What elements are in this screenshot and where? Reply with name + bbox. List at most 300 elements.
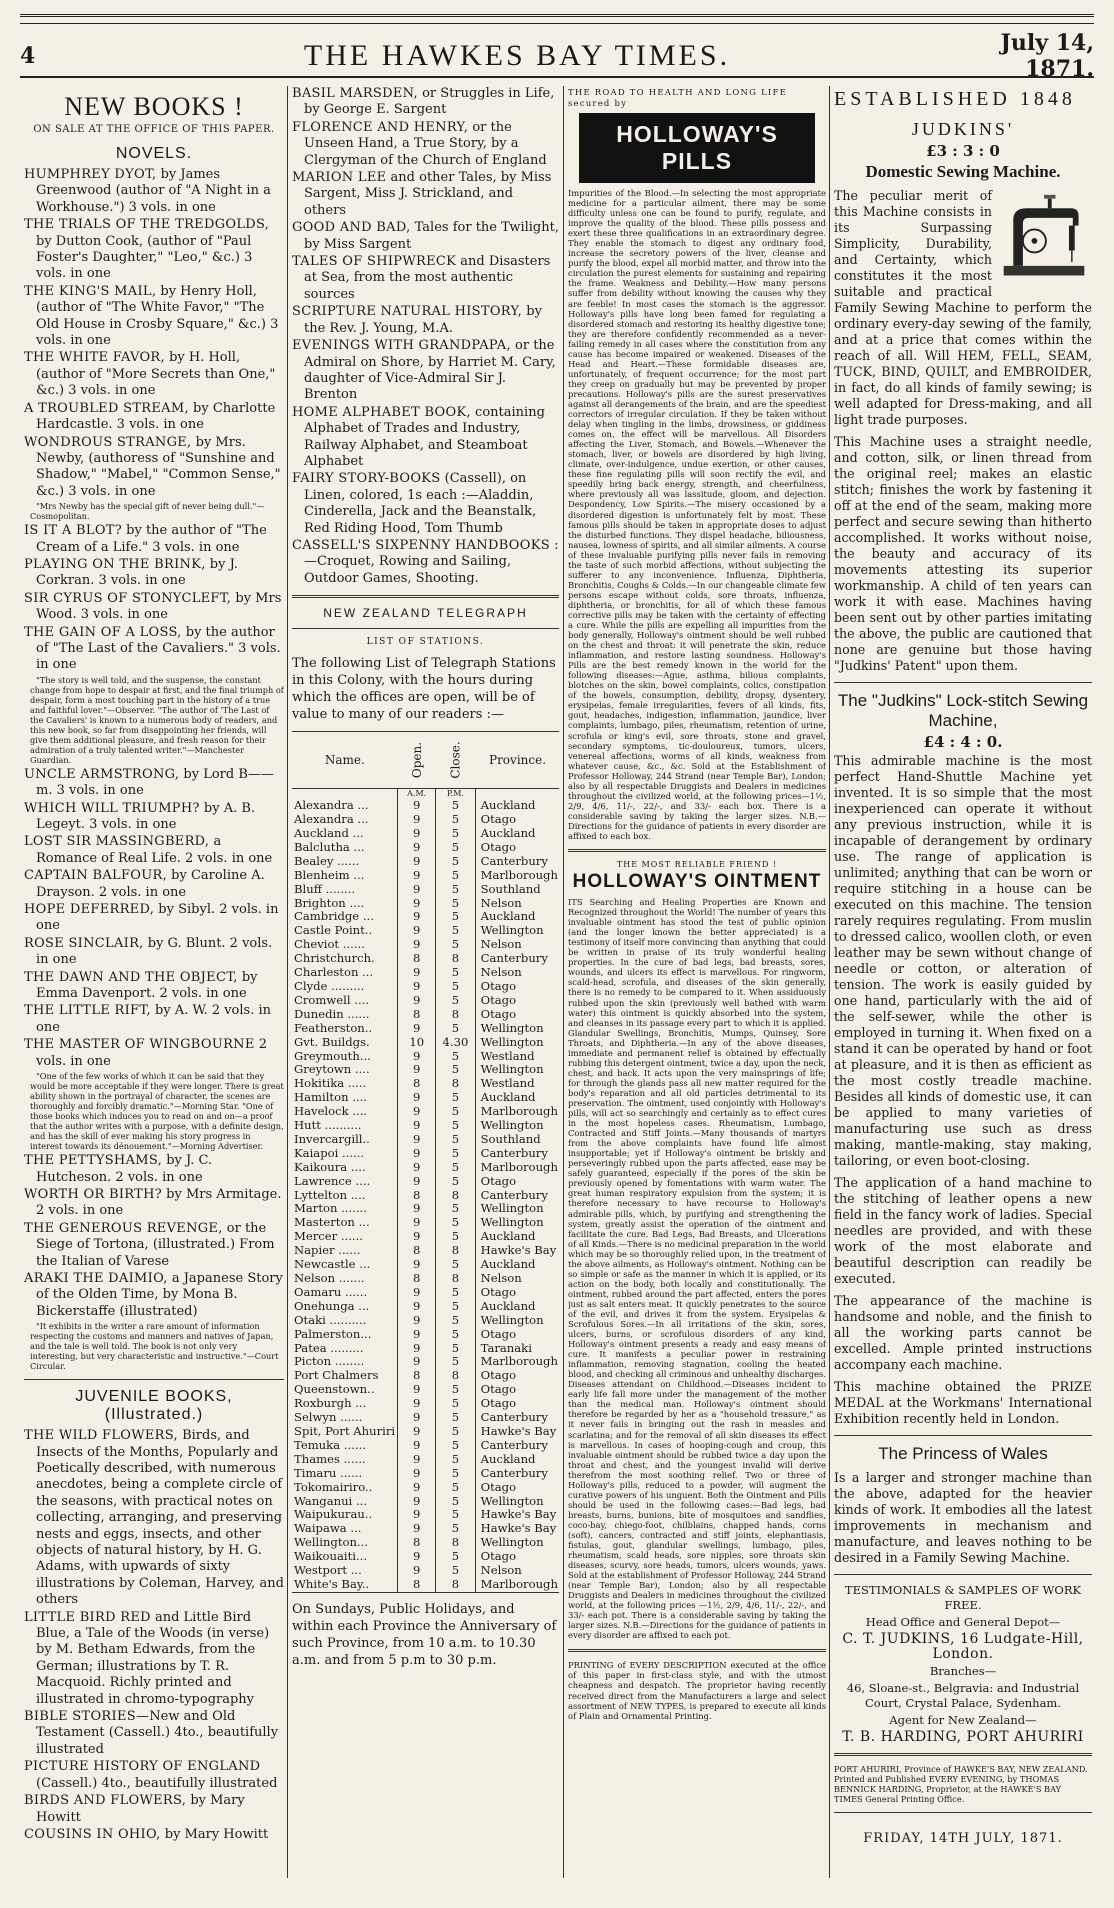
lockstitch-para-3: The appearance of the machine is handsome and noble, and the finish to all the working parts cannot be excelled. Ample printed instructions accompany each machine. bbox=[834, 1293, 1092, 1372]
province: Otago bbox=[475, 1550, 559, 1564]
open-hour: 9 bbox=[398, 1314, 436, 1328]
table-row bbox=[292, 841, 559, 855]
open-hour: 9 bbox=[398, 1495, 436, 1509]
book-title: THE GENEROUS REVENGE, bbox=[24, 1220, 223, 1236]
table-row bbox=[292, 1411, 559, 1425]
station-name: Waipawa ... bbox=[294, 1522, 362, 1536]
branches-label: Branches— bbox=[929, 1664, 997, 1678]
ointment-title: HOLLOWAY'S OINTMENT bbox=[572, 871, 822, 893]
station-name: Timaru ...... bbox=[294, 1466, 363, 1480]
province: Marlborough bbox=[475, 869, 559, 883]
province: Auckland bbox=[475, 827, 559, 841]
station-name: Tokomairiro.. bbox=[294, 1480, 373, 1494]
open-hour: 9 bbox=[398, 897, 436, 911]
province: Canterbury bbox=[475, 1467, 559, 1481]
book-entry bbox=[24, 801, 284, 834]
station-name: Gvt. Buildgs. bbox=[294, 1035, 370, 1049]
books-heading: NEW BOOKS ! bbox=[64, 92, 244, 121]
close-hour: 5 bbox=[436, 1342, 475, 1356]
close-hour: 5 bbox=[436, 1495, 475, 1509]
station-name: Marton ....... bbox=[294, 1202, 367, 1216]
open-hour: 9 bbox=[398, 827, 436, 841]
province: Canterbury bbox=[475, 1147, 559, 1161]
table-row bbox=[292, 1425, 559, 1439]
book-description: or the Siege of Tortona, (illustrated.) From the Italian of Varese bbox=[36, 1220, 275, 1269]
column-rule bbox=[829, 86, 830, 1878]
established-line: ESTABLISHED 1848 bbox=[834, 88, 1076, 110]
province: Nelson bbox=[475, 938, 559, 952]
open-hour: 9 bbox=[398, 910, 436, 924]
station-name: Blenheim ... bbox=[294, 868, 365, 882]
close-hour: 8 bbox=[436, 1244, 475, 1258]
province: Wellington bbox=[475, 1314, 559, 1328]
close-hour: 4.30 bbox=[436, 1036, 475, 1050]
table-row bbox=[292, 1355, 559, 1369]
close-hour: 5 bbox=[436, 1105, 475, 1119]
book-description: by Emma Davenport. 2 vols. in one bbox=[36, 969, 258, 1002]
station-name: Dunedin ...... bbox=[294, 1007, 370, 1021]
telegraph-intro: The following List of Telegraph Stations in this Colony, with the hours during which the offices are open, will be of value to many of our readers :— bbox=[292, 656, 556, 723]
book-description: and Little Bird Blue, a Tale of the Woods (in verse) by M. Betham Edwards, from the German; illustrations by T. R. Macquoid. Richly printed and illustrated in chromo-typography bbox=[36, 1609, 270, 1707]
book-entry bbox=[24, 1153, 284, 1186]
unit-am: A.M. bbox=[398, 789, 436, 800]
station-name: Selwyn ...... bbox=[294, 1411, 363, 1425]
close-hour: 5 bbox=[436, 1050, 475, 1064]
book-title: PLAYING ON THE BRINK, bbox=[24, 556, 206, 572]
table-row bbox=[292, 1202, 559, 1216]
table-row bbox=[292, 1244, 559, 1258]
close-hour: 5 bbox=[436, 1564, 475, 1578]
close-hour: 5 bbox=[436, 1550, 475, 1564]
open-hour: 9 bbox=[398, 1397, 436, 1411]
section-divider bbox=[834, 1574, 1092, 1575]
open-hour: 9 bbox=[398, 1453, 436, 1467]
section-divider bbox=[568, 1649, 826, 1652]
imprint-date: FRIDAY, 14TH JULY, 1871. bbox=[863, 1831, 1063, 1846]
province: Otago bbox=[475, 994, 559, 1008]
open-hour: 10 bbox=[398, 1036, 436, 1050]
book-description: :—Croquet, Rowing and Sailing, Outdoor Games, Shooting. bbox=[304, 537, 559, 586]
station-name: Spit, Port Ahuriri bbox=[294, 1424, 396, 1438]
province: Marlborough bbox=[475, 1355, 559, 1369]
novels-heading: NOVELS. bbox=[115, 145, 193, 162]
table-row bbox=[292, 1453, 559, 1467]
books-telegraph-column bbox=[292, 86, 559, 1888]
open-hour: 9 bbox=[398, 1355, 436, 1369]
review-quote: "One of the few works of which it can be said that they would be more acceptable if they were longer. There is great ability shown in the portrayal of character, the scenes are thoroughly and forcibly dramatic."—Morning Star. "One of those books which induces you to read on and on—a proof that the author writes with a purpose, with a definite design, and has the skill of ever making his story progress in interest towards its dénouement."—Morning Advertiser. bbox=[30, 1071, 284, 1152]
juvenile-heading: JUVENILE BOOKS, (Illustrated.) bbox=[75, 1388, 233, 1424]
judkins-name: JUDKINS' bbox=[911, 119, 1015, 139]
close-hour: 8 bbox=[436, 1536, 475, 1550]
close-hour: 5 bbox=[436, 855, 475, 869]
domestic-para-2: This Machine uses a straight needle, and cotton, silk, or linen thread from the original reel; makes an elastic stitch; finishes the work by fastening it off at the end of the seam, making more perfect and secure sewing than hitherto accomplished. It works without noise, the beauty and accuracy of its movements attesting its superior workmanship. A child of ten years can work it with ease. Machines having been sent out by other parties imitating the above, the public are cautioned that none are genuine but those having "Judkins' Patent" upon them. bbox=[834, 434, 1092, 673]
book-description: Tales for the Twilight, by Miss Sargent bbox=[304, 220, 559, 252]
book-title: THE GAIN OF A LOSS, bbox=[24, 624, 182, 640]
book-description: by J. Corkran. 3 vols. in one bbox=[36, 556, 238, 589]
open-hour: 8 bbox=[398, 1077, 436, 1091]
section-divider bbox=[292, 628, 559, 629]
telegraph-subtitle: LIST OF STATIONS. bbox=[366, 637, 485, 648]
station-name: Port Chalmers bbox=[294, 1369, 379, 1383]
table-row bbox=[292, 1133, 559, 1147]
station-name: Hokitika ..... bbox=[294, 1077, 367, 1091]
station-name: Greytown .... bbox=[294, 1063, 370, 1077]
province: Southland bbox=[475, 883, 559, 897]
open-hour: 9 bbox=[398, 994, 436, 1008]
table-row bbox=[292, 869, 559, 883]
book-description: Birds, and Insects of the Months, Popularly and Poetically described, with numerous anecdotes, being a complete circle of the seasons, with practical notes on collecting, arranging, and preserving nests and eggs, insects, and other objects of natural history, by H. G. Adams, with upwards of sixty illustrations by Coleman, Harvey, and others bbox=[36, 1428, 284, 1608]
province: Otago bbox=[475, 1481, 559, 1495]
station-name: Invercargill.. bbox=[294, 1132, 370, 1146]
book-description: or Struggles in Life, by George E. Sargent bbox=[304, 86, 555, 118]
princess-para: Is a larger and stronger machine than the above, adapted for the heavier kinds of work. It embodies all the latest improvements in mechanism and manufacture, and leaves nothing to be desired in a Family Sewing Machine. bbox=[834, 1470, 1092, 1565]
province: Marlborough bbox=[475, 1161, 559, 1175]
close-hour: 8 bbox=[436, 1077, 475, 1091]
province: Marlborough bbox=[475, 1105, 559, 1119]
domestic-para-1: The peculiar merit of this Machine consists in its Surpassing Simplicity, Durability, and Certainty, which constitutes it the most suitable and practical Family Sewing Machine to perform the ordinary every-day sewing of the family, and at a price that comes within the reach of all. Will HEM, FELL, SEAM, TUCK, BIND, QUILT, and EMBROIDER, in fact, do all kinds of family sewing; is well adapted for Dress-making, and all light trade purposes. bbox=[834, 188, 1092, 427]
province: Taranaki bbox=[475, 1342, 559, 1356]
open-hour: 9 bbox=[398, 813, 436, 827]
close-hour: 5 bbox=[436, 1328, 475, 1342]
province: Wellington bbox=[475, 1036, 559, 1050]
station-name: Mercer ...... bbox=[294, 1230, 363, 1244]
book-entry bbox=[292, 338, 559, 404]
province: Otago bbox=[475, 1397, 559, 1411]
province: Wellington bbox=[475, 1022, 559, 1036]
station-name: Palmerston... bbox=[294, 1327, 372, 1341]
book-description: by Lord B——m. 3 vols. in one bbox=[36, 766, 274, 799]
open-hour: 8 bbox=[398, 1008, 436, 1022]
station-name: Nelson ....... bbox=[294, 1272, 365, 1285]
close-hour: 5 bbox=[436, 938, 475, 952]
close-hour: 5 bbox=[436, 1453, 475, 1467]
book-title: FAIRY STORY-BOOKS bbox=[292, 471, 441, 487]
table-row bbox=[292, 1105, 559, 1119]
province: Otago bbox=[475, 1383, 559, 1397]
table-row bbox=[292, 1119, 559, 1133]
issue-date: July 14, 1871. bbox=[1000, 30, 1094, 82]
book-description: by G. Blunt. 2 vols. in one bbox=[36, 935, 273, 968]
paper-title: THE HAWKES BAY TIMES. bbox=[303, 39, 731, 72]
book-entry bbox=[24, 1759, 284, 1792]
close-hour: 5 bbox=[436, 1230, 475, 1244]
book-entry bbox=[24, 625, 284, 674]
station-name: Alexandra ... bbox=[294, 799, 369, 813]
book-description: by Mary Howitt bbox=[160, 1826, 269, 1842]
book-title: SIR CYRUS OF STONYCLEFT, bbox=[24, 590, 232, 606]
book-title: BIBLE STORIES— bbox=[24, 1709, 150, 1725]
table-row bbox=[292, 1008, 559, 1022]
province: Nelson bbox=[475, 966, 559, 980]
table-row bbox=[292, 1258, 559, 1272]
province: Auckland bbox=[475, 1091, 559, 1105]
table-row bbox=[292, 1522, 559, 1536]
book-entry bbox=[292, 170, 559, 219]
open-hour: 9 bbox=[398, 966, 436, 980]
book-entry bbox=[292, 254, 559, 303]
open-hour: 8 bbox=[398, 1578, 436, 1592]
table-row bbox=[292, 1314, 559, 1328]
book-description: by Sibyl. 2 vols. in one bbox=[36, 902, 279, 934]
close-hour: 5 bbox=[436, 1133, 475, 1147]
close-hour: 5 bbox=[436, 1508, 475, 1522]
close-hour: 5 bbox=[436, 1383, 475, 1397]
book-entry bbox=[24, 435, 284, 501]
table-row bbox=[292, 1161, 559, 1175]
station-name: Onehunga ... bbox=[294, 1299, 370, 1313]
province: Auckland bbox=[475, 799, 559, 813]
book-title: THE DAWN AND THE OBJECT, bbox=[24, 969, 238, 985]
close-hour: 5 bbox=[436, 980, 475, 994]
agent-name: T. B. HARDING, PORT AHURIRI bbox=[842, 1729, 1084, 1745]
close-hour: 5 bbox=[436, 897, 475, 911]
books-subheading: ON SALE AT THE OFFICE OF THIS PAPER. bbox=[33, 124, 275, 135]
book-description: by Charlotte Hardcastle. 3 vols. in one bbox=[36, 400, 276, 433]
book-description: by the author of "The Cream of a Life." 3 vols. in one bbox=[36, 523, 267, 555]
table-row bbox=[292, 1230, 559, 1244]
open-hour: 9 bbox=[398, 1063, 436, 1077]
close-hour: 5 bbox=[436, 1161, 475, 1175]
station-name: Lawrence .... bbox=[294, 1174, 371, 1188]
table-row bbox=[292, 910, 559, 924]
holloway-column bbox=[568, 86, 826, 1888]
province: Otago bbox=[475, 1286, 559, 1300]
province: Wellington bbox=[475, 1119, 559, 1133]
province: Hawke's Bay bbox=[475, 1425, 559, 1439]
station-name: Waikouaiti... bbox=[294, 1550, 368, 1564]
book-title: HUMPHREY DYOT, bbox=[24, 167, 157, 182]
section-divider bbox=[834, 682, 1092, 683]
book-entry bbox=[24, 1428, 284, 1608]
book-title: HOPE DEFERRED, bbox=[24, 902, 155, 918]
table-row bbox=[292, 799, 559, 813]
province: Wellington bbox=[475, 1063, 559, 1077]
col-province-header: Province. bbox=[475, 732, 559, 789]
open-hour: 9 bbox=[398, 799, 436, 813]
table-row bbox=[292, 1439, 559, 1453]
branches-address: 46, Sloane-st., Belgravia: and Industrial Court, Crystal Palace, Sydenham. bbox=[846, 1681, 1080, 1710]
open-hour: 9 bbox=[398, 855, 436, 869]
novels-list bbox=[24, 167, 284, 1371]
open-hour: 8 bbox=[398, 1536, 436, 1550]
book-description: by Mary Howitt bbox=[36, 1793, 245, 1825]
telegraph-stations-table bbox=[292, 731, 559, 1593]
station-name: Thames ...... bbox=[294, 1452, 366, 1466]
table-row bbox=[292, 1342, 559, 1356]
open-hour: 9 bbox=[398, 1481, 436, 1495]
province: Wellington bbox=[475, 1495, 559, 1509]
table-row bbox=[292, 855, 559, 869]
book-description: 2 vols. in one bbox=[36, 1037, 268, 1069]
station-name: Cambridge ... bbox=[294, 910, 374, 924]
princess-title: The Princess of Wales bbox=[878, 1444, 1048, 1463]
station-name: Greymouth... bbox=[294, 1049, 371, 1063]
book-title: CASSELL'S SIXPENNY HANDBOOKS bbox=[292, 537, 550, 553]
station-name: Picton ........ bbox=[294, 1355, 365, 1369]
book-entry bbox=[24, 217, 284, 283]
open-hour: 9 bbox=[398, 980, 436, 994]
open-hour: 9 bbox=[398, 1202, 436, 1216]
book-description: by the author of "The Last of the Cavaliers." 3 vols. in one bbox=[36, 624, 281, 673]
book-title: LITTLE BIRD RED bbox=[24, 1609, 151, 1625]
province: Canterbury bbox=[475, 1439, 559, 1453]
table-row bbox=[292, 1369, 559, 1383]
province: Otago bbox=[475, 1369, 559, 1383]
close-hour: 5 bbox=[436, 1314, 475, 1328]
station-name: Otaki .......... bbox=[294, 1313, 367, 1327]
station-name: Wellington... bbox=[294, 1536, 369, 1550]
book-description: a Japanese Story of the Olden Time, by Mona B. Bickerstaffe (illustrated) bbox=[36, 1270, 283, 1319]
book-entry bbox=[292, 405, 559, 471]
book-title: THE WHITE FAVOR, bbox=[24, 350, 165, 366]
province: Hawke's Bay bbox=[475, 1522, 559, 1536]
book-title: THE TRIALS OF THE TREDGOLDS, bbox=[24, 217, 270, 233]
close-hour: 5 bbox=[436, 1481, 475, 1495]
province: Wellington bbox=[475, 1216, 559, 1230]
station-name: Featherston.. bbox=[294, 1021, 373, 1035]
domestic-machine-title: Domestic Sewing Machine. bbox=[865, 162, 1061, 181]
station-name: Roxburgh ... bbox=[294, 1397, 367, 1411]
table-row bbox=[292, 1063, 559, 1077]
table-row bbox=[292, 1481, 559, 1495]
table-row bbox=[292, 1286, 559, 1300]
table-row bbox=[292, 1495, 559, 1509]
book-entry bbox=[24, 1037, 284, 1070]
book-entry bbox=[24, 868, 284, 901]
book-title: CAPTAIN BALFOUR, bbox=[24, 868, 168, 884]
close-hour: 8 bbox=[436, 1272, 475, 1286]
book-entry bbox=[24, 1003, 284, 1036]
station-name: Napier ...... bbox=[294, 1244, 361, 1258]
close-hour: 8 bbox=[436, 1369, 475, 1383]
book-entry bbox=[292, 471, 559, 537]
close-hour: 5 bbox=[436, 1063, 475, 1077]
book-entry bbox=[24, 284, 284, 350]
open-hour: 8 bbox=[398, 1189, 436, 1203]
book-entry bbox=[24, 591, 284, 624]
station-name: Temuka ...... bbox=[294, 1438, 366, 1452]
station-name: Hutt .......... bbox=[294, 1119, 362, 1133]
station-name: Waipukurau.. bbox=[294, 1508, 373, 1522]
open-hour: 9 bbox=[398, 869, 436, 883]
station-name: Kaiapoi ...... bbox=[294, 1146, 365, 1160]
book-description: containing Alphabet of Trades and Industry, Railway Alphabet, and Steamboat Alphabet bbox=[304, 404, 545, 469]
book-title: THE WILD FLOWERS, bbox=[24, 1428, 178, 1444]
close-hour: 5 bbox=[436, 827, 475, 841]
close-hour: 5 bbox=[436, 1216, 475, 1230]
books-column-1 bbox=[24, 86, 284, 1888]
book-description: by James Greenwood (author of "A Night in a Workhouse.") 3 vols. in one bbox=[36, 167, 271, 215]
province: Otago bbox=[475, 841, 559, 855]
open-hour: 9 bbox=[398, 1342, 436, 1356]
book-entry bbox=[292, 304, 559, 337]
open-hour: 9 bbox=[398, 1411, 436, 1425]
open-hour: 8 bbox=[398, 1369, 436, 1383]
table-row bbox=[292, 1508, 559, 1522]
table-row bbox=[292, 1536, 559, 1550]
book-title: GOOD AND BAD, bbox=[292, 220, 411, 236]
book-entry bbox=[24, 1271, 284, 1320]
pills-banner: HOLLOWAY'S PILLS bbox=[580, 114, 814, 182]
station-name: Auckland ... bbox=[294, 827, 364, 840]
table-row bbox=[292, 1189, 559, 1203]
open-hour: 9 bbox=[398, 924, 436, 938]
book-title: SCRIPTURE NATURAL HISTORY, bbox=[292, 304, 523, 320]
book-entry bbox=[24, 523, 284, 556]
table-row bbox=[292, 952, 559, 966]
lockstitch-para-2: The application of a hand machine to the stitching of leather opens a new field in the fancy work of ladies. Special needles are provided, and with these work of the most elaborate and beautiful description can readily be executed. bbox=[834, 1175, 1092, 1286]
open-hour: 8 bbox=[398, 952, 436, 966]
testimonials-line: TESTIMONIALS & SAMPLES OF WORK FREE. bbox=[844, 1583, 1082, 1612]
book-entry bbox=[292, 538, 559, 587]
open-hour: 9 bbox=[398, 1161, 436, 1175]
open-hour: 9 bbox=[398, 1328, 436, 1342]
province: Canterbury bbox=[475, 952, 559, 966]
close-hour: 5 bbox=[436, 1119, 475, 1133]
book-entry bbox=[292, 220, 559, 253]
section-divider bbox=[292, 595, 559, 598]
book-description: by Mrs Wood. 3 vols. in one bbox=[36, 590, 282, 623]
open-hour: 9 bbox=[398, 938, 436, 952]
book-entry bbox=[24, 1610, 284, 1708]
table-row bbox=[292, 1467, 559, 1481]
table-row bbox=[292, 1328, 559, 1342]
close-hour: 5 bbox=[436, 869, 475, 883]
lockstitch-title: The "Judkins" Lock-stitch Sewing Machine, bbox=[837, 691, 1089, 730]
province: Canterbury bbox=[475, 1189, 559, 1203]
book-entry bbox=[24, 1709, 284, 1758]
table-row bbox=[292, 1077, 559, 1091]
table-row bbox=[292, 1550, 559, 1564]
open-hour: 9 bbox=[398, 1091, 436, 1105]
open-hour: 8 bbox=[398, 1244, 436, 1258]
close-hour: 5 bbox=[436, 799, 475, 813]
province: Nelson bbox=[475, 1272, 559, 1286]
table-row bbox=[292, 994, 559, 1008]
book-description: by Mrs. Newby, (authoress of "Sunshine and Shadow," "Mabel," "Common Sense," &c.) 3 vols. in one bbox=[36, 434, 281, 499]
province: Auckland bbox=[475, 1300, 559, 1314]
province: Wellington bbox=[475, 924, 559, 938]
table-row bbox=[292, 1383, 559, 1397]
book-title: THE PETTYSHAMS, bbox=[24, 1153, 163, 1169]
province: Westland bbox=[475, 1077, 559, 1091]
book-title: TALES OF SHIPWRECK bbox=[292, 254, 457, 270]
open-hour: 9 bbox=[398, 1147, 436, 1161]
province: Wellington bbox=[475, 1202, 559, 1216]
page-number: 4 bbox=[20, 43, 36, 69]
close-hour: 5 bbox=[436, 1411, 475, 1425]
station-name: Hamilton .... bbox=[294, 1091, 367, 1105]
book-description: by Mrs Armitage. 2 vols. in one bbox=[36, 1186, 282, 1219]
book-description: by Caroline A. Drayson. 2 vols. in one bbox=[36, 868, 265, 900]
col-close-header: Close. bbox=[436, 732, 475, 789]
book-entry bbox=[24, 970, 284, 1003]
review-quote: "It exhibits in the writer a rare amount of information respecting the customs and manners and natives of Japan, and the tale is well told. The book is not only very interesting, but very characteristic and instructive."—Court Circular. bbox=[30, 1321, 279, 1372]
close-hour: 5 bbox=[436, 883, 475, 897]
book-title: UNCLE ARMSTRONG, bbox=[24, 766, 180, 782]
book-title: ROSE SINCLAIR, bbox=[24, 935, 144, 951]
book-description: by the Rev. J. Young, M.A. bbox=[304, 304, 542, 336]
province: Auckland bbox=[475, 1453, 559, 1467]
book-description: New and Old Testament (Cassell.) 4to., beautifully illustrated bbox=[36, 1709, 279, 1757]
book-entry bbox=[24, 936, 284, 969]
books-list-continued bbox=[292, 86, 559, 587]
station-name: White's Bay.. bbox=[292, 1578, 398, 1592]
lockstitch-para-4: This machine obtained the PRIZE MEDAL at the Workmans' International Exhibition recently held in London. bbox=[834, 1379, 1092, 1426]
close-hour: 5 bbox=[436, 1300, 475, 1314]
book-description: by A. B. Legeyt. 3 vols. in one bbox=[36, 800, 256, 832]
section-divider bbox=[834, 1435, 1092, 1436]
